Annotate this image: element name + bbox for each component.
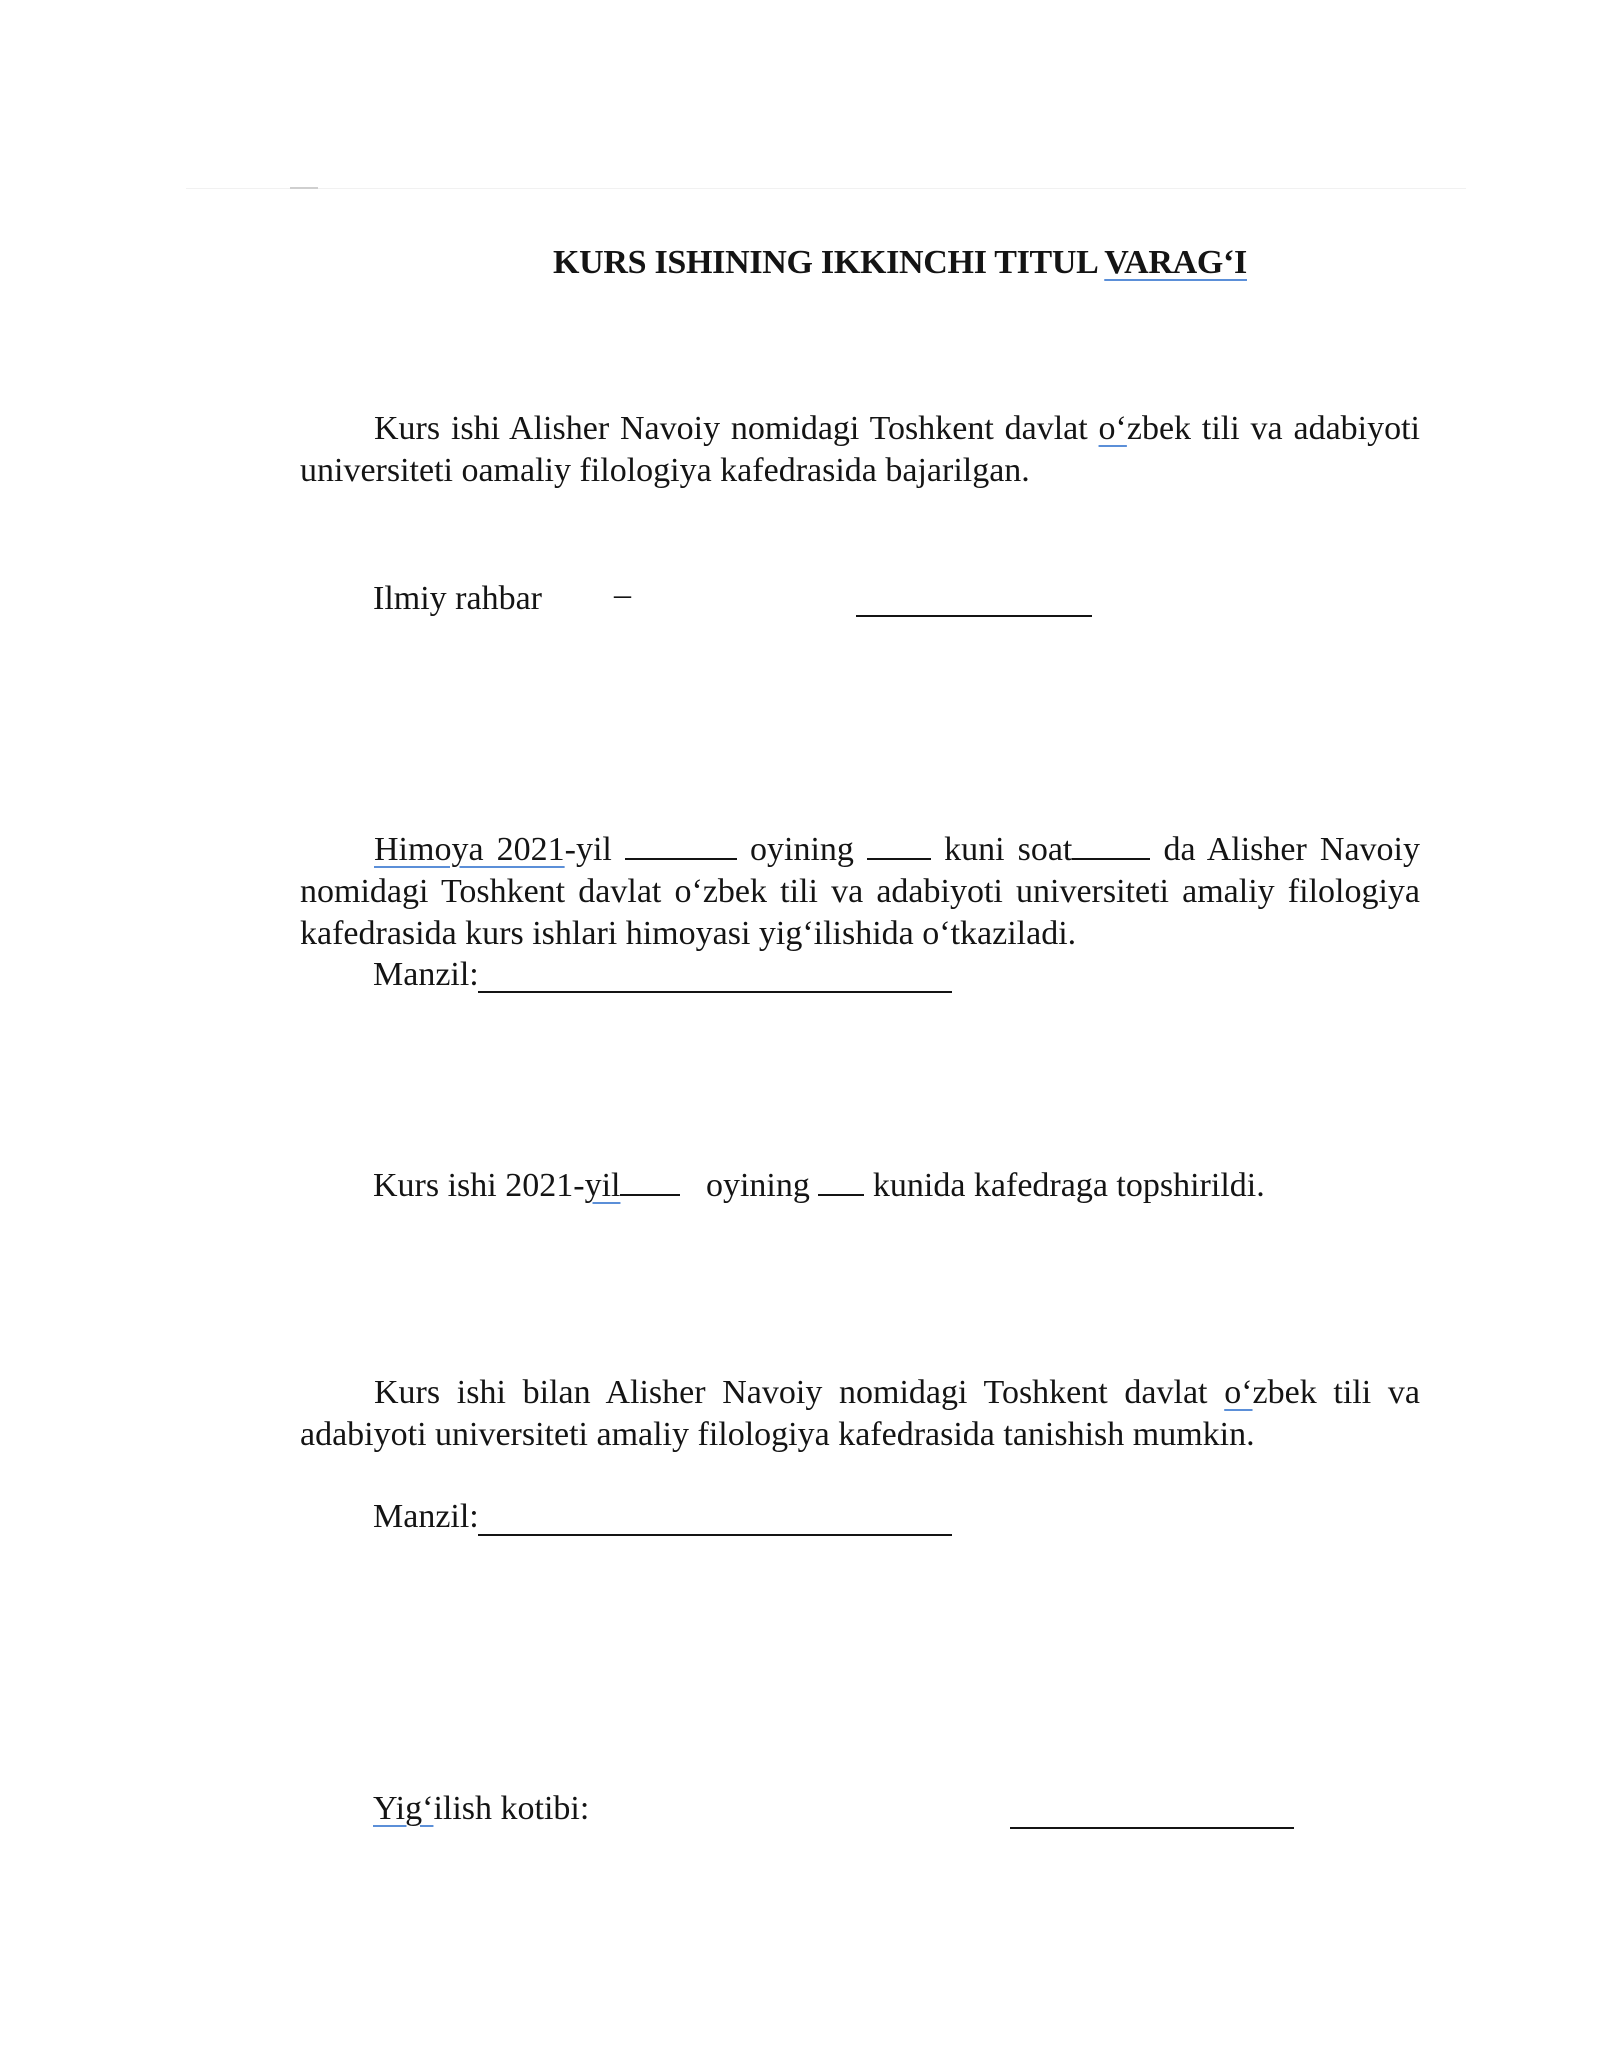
- title-marked-word: VARAG‘I: [1104, 244, 1247, 281]
- address-label-1: Manzil:: [373, 956, 479, 993]
- p1-marked-word: o‘: [1098, 410, 1127, 447]
- address-label-2: Manzil:: [373, 1498, 479, 1535]
- p3-text-3: kunida kafedraga topshirildi.: [864, 1167, 1265, 1204]
- p4-marked-word: o‘: [1224, 1374, 1253, 1411]
- p2-text-2: oyining: [736, 831, 867, 868]
- p2-text-3: kuni soat: [930, 831, 1073, 868]
- secretary-label-rest: ilish kotibi:: [433, 1790, 590, 1827]
- address-line-2[interactable]: [478, 1534, 952, 1536]
- paragraph-submitted: [373, 1164, 1265, 1207]
- submitted-month-blank[interactable]: [620, 1164, 680, 1196]
- secretary-marked-word: Yig‘: [373, 1790, 434, 1827]
- supervisor-signature-line[interactable]: [856, 615, 1092, 617]
- supervisor-label: Ilmiy rahbar: [373, 580, 542, 617]
- p4-text-rest: zbek tili va adabiyoti universiteti amaliy filologiya kafedrasida tanishish mumkin.: [300, 1374, 1420, 1453]
- paragraph-completed-at: [300, 408, 1420, 492]
- p3-text-start: Kurs ishi 2021-: [373, 1167, 585, 1204]
- submitted-day-blank[interactable]: [818, 1164, 864, 1196]
- p1-text-start: Kurs ishi Alisher Navoiy nomidagi Toshkent davlat: [374, 410, 1099, 447]
- document-title: [300, 244, 1500, 282]
- hour-blank[interactable]: [1072, 828, 1150, 860]
- p2-text-4: da Alisher Navoiy nomidagi Toshkent davlat o‘zbek tili va adabiyoti universiteti amaliy filologiya kafedrasida kurs ishlari himoyasi yig‘ilishida o‘tkaziladi.: [300, 831, 1420, 952]
- secretary-signature-line[interactable]: [1010, 1827, 1294, 1829]
- paragraph-defense-info: [300, 828, 1420, 955]
- page-top-rule: [186, 188, 1466, 189]
- p2-text-1: -yil: [564, 831, 625, 868]
- paragraph-review-place: [300, 1372, 1420, 1456]
- address-line-1[interactable]: [478, 991, 952, 993]
- page-top-mark: [290, 187, 318, 189]
- month-blank[interactable]: [625, 828, 737, 860]
- p1-text-rest: zbek tili va adabiyoti universiteti oamaliy filologiya kafedrasida bajarilgan.: [300, 410, 1421, 489]
- title-text: KURS ISHINING IKKINCHI TITUL: [553, 244, 1105, 281]
- p2-marked-word: Himoya 2021: [374, 831, 565, 868]
- supervisor-dash: –: [614, 576, 631, 613]
- p4-text-start: Kurs ishi bilan Alisher Navoiy nomidagi Toshkent davlat: [374, 1374, 1225, 1411]
- day-blank[interactable]: [867, 828, 931, 860]
- secretary-label: [373, 1788, 589, 1830]
- p3-marked-word: yil: [584, 1167, 621, 1204]
- p3-text-2: oyining: [680, 1167, 819, 1204]
